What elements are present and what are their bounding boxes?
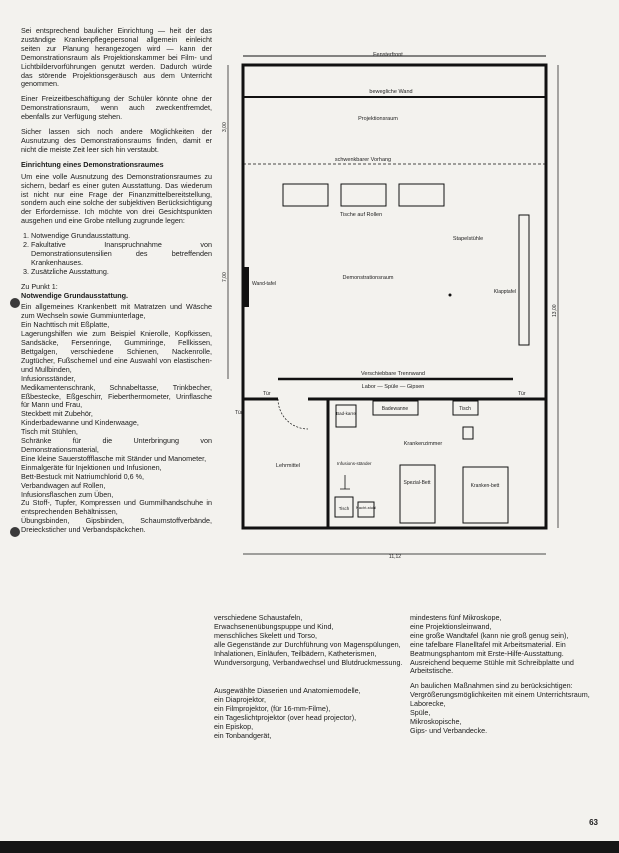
list-item: Inhalationen, Einläufen, Teilbädern, Katheterismen, Wundversorgung, Verbandwechsel und Blutdruckmessung. (214, 648, 403, 667)
binder-hole (10, 298, 20, 308)
list-item: eine große Wandtafel (kann nie groß genug sein), (410, 630, 569, 640)
list-item: Ein Nachttisch mit Eßplatte, (21, 320, 110, 330)
media-list (214, 687, 404, 740)
stacking-chairs-strip (519, 215, 529, 345)
sick-bed (463, 467, 508, 523)
dim-top: 3,00 (222, 122, 228, 132)
list-item: ein Episkop, (214, 722, 254, 732)
label-bed-chair: Nacht-stuhl (355, 505, 377, 510)
label-curtain: schwenkbarer Vorhang (334, 157, 392, 163)
list-item: Einmalgeräte für Injektionen und Infusionen, (21, 462, 162, 472)
list-item: Ein allgemeines Krankenbett mit Matratzen und Wäsche zum Wechseln sowie Gummiunterlage, (21, 302, 212, 321)
label-special-bed: Spezial-Bett (403, 480, 431, 486)
list-item: Vergrößerungsmöglichkeiten mit einem Unterrichtsraum, (410, 690, 590, 700)
list-item: Übungsbinden, Gipsbinden, Schaumstoffverbände, Dreiecksticher und Verbandspäckchen. (21, 516, 212, 535)
label-sick-bed: Kranken-bett (470, 483, 500, 489)
list-item: Ausreichend bequeme Stühle mit Schreibplatte und Arbeitstische. (410, 657, 574, 676)
list-item: Eine kleine Sauerstoffflasche mit Ständer und Manometer, (21, 453, 207, 463)
label-teacher-room: Lehrmittel (275, 463, 301, 469)
teaching-aids-list (214, 614, 404, 667)
dim-bottom: 11,12 (388, 554, 402, 560)
list-item: 1. Notwendige Grundausstattung. (31, 232, 212, 241)
intro-paragraph-2: Einer Freizeitbeschäftigung der Schüler könnte ohne der Demonstrationsraum, wenn auch zweckentfremdet, ebenfalls zur Verfügung stehen. (21, 94, 212, 122)
label-bathtub: Badewanne (381, 406, 409, 412)
list-item: mindestens fünf Mikroskope, (410, 613, 502, 622)
label-door-left: Tür (263, 391, 271, 397)
section-heading-basic: Notwendige Grundausstattung. (21, 290, 129, 300)
equipment-items (21, 303, 212, 535)
label-nightstand: Tisch (338, 506, 350, 511)
list-item: ein Diaprojektor, (214, 695, 266, 705)
list-item: ein Tageslichtprojektor (over head projector), (214, 713, 357, 723)
label-tables: Tische auf Rollen (339, 212, 383, 218)
label-infusion-stand: Infusions-ständer (337, 461, 372, 466)
list-item: Mikroskopische, (410, 716, 462, 726)
label-projection-room: Projektionsraum (358, 116, 398, 122)
wall-board-left (243, 267, 249, 307)
outer-wall (243, 65, 546, 528)
list-item: verschiedene Schaustafeln, (214, 613, 303, 622)
label-board-right: Klapptafel (493, 289, 516, 295)
page-number: 63 (589, 818, 598, 827)
list-item: Spüle, (410, 708, 431, 718)
list-item: eine tafelbare Flanelltafel mit Arbeitsmaterial. Ein Beatmungsphantom mit Erste-Hilfe-Ausstattung. (410, 639, 566, 658)
list-item: 2. Fakultative Inanspruchnahme von Demonstrationsutensilien des betreffenden Krankenhauses. (31, 241, 212, 268)
scan-edge (0, 841, 619, 853)
point-label: Zu Punkt 1: (21, 281, 58, 291)
marker-dot (449, 294, 452, 297)
list-item: ein Filmprojektor, (für 16-mm-Filme), (214, 704, 331, 714)
building-intro: An baulichen Maßnahmen sind zu berücksichtigen: (410, 681, 573, 691)
label-bed-cart: Bad-karre (336, 411, 356, 416)
additional-equipment-list (410, 614, 598, 676)
list-item: Erwachsenenübungspuppe und Kind, (214, 621, 334, 631)
label-door-bottom: Tür (235, 410, 243, 416)
door-swing (278, 399, 308, 429)
list-item: Bett-Bestuck mit Natriumchlorid 0,6 %, (21, 471, 145, 481)
list-item: Schränke für die Unterbringung von Demonstrationsmaterial, (21, 436, 212, 454)
table-1 (283, 184, 328, 206)
chair-box (463, 427, 473, 439)
equipment-category-list (21, 232, 212, 277)
binder-hole (10, 527, 20, 537)
list-item: eine Projektionsleinwand, (410, 621, 492, 631)
list-item: Verbandwagen auf Rollen, (21, 480, 106, 490)
label-movable-wall: bewegliche Wand (369, 89, 413, 95)
list-item: 3. Zusätzliche Ausstattung. (31, 268, 212, 277)
label-partition: Verschiebbare Trennwand (361, 371, 425, 377)
list-item: Zu Stoff-, Tupfer, Kompressen und Gummilhandschuhe in entsprechenden Behältnissen, (21, 498, 212, 517)
floor-plan-diagram (213, 27, 605, 567)
list-item: Gips- und Verbandecke. (410, 725, 488, 735)
list-item: ein Tonbandgerät, (214, 730, 272, 740)
list-item: Tisch mit Stühlen, (21, 427, 78, 437)
label-sick-room: Krankenzimmer (403, 441, 443, 447)
building-measures-list (410, 691, 598, 736)
table-3 (399, 184, 444, 206)
list-item: Kinderbadewanne und Kinderwaage, (21, 418, 139, 428)
right-text-column (410, 614, 598, 736)
dim-right: 13,00 (552, 304, 558, 317)
intro-paragraph-1: Sei entsprechend baulicher Einrichtung — heit der das zuständige Krankenpflegepersonal allgemein einleicht seiten zur Planung herangezogen wird — kann der Demonstrationsraum als Projektionskammer bei Film- und Lichtbildervorführungen genutzt werden. Dadurch würde das störende Projektionsgeräusch aus dem Unterricht genommen. (21, 26, 212, 89)
list-item: Steckbett mit Zubehör, (21, 409, 93, 419)
middle-text-column (214, 614, 404, 741)
equipment-paragraph: Um eine volle Ausnutzung des Demonstrationsraumes zu sichern, bedarf es einer guten Ausstattung. Das wiederum ist nicht nur eine Frage der Finanzmittelbereitstellung, sondern auch eine solche der subjektiven Berücksichtigung der Erfordernisse. Ich möchte von drei Gesichtspunkten ausgehen und eine Grobe ntellung zugrunde legen: (21, 171, 212, 226)
list-item: Medikamentenschrank, Schnabeltasse, Trinkbecher, Eßbestecke, Eßgeschirr, Fieberthermometer, Urinflasche für Mann und Frau, (21, 382, 212, 410)
label-board-left: Wand-tafel (252, 281, 276, 287)
table-2 (341, 184, 386, 206)
label-door-right: Tür (518, 391, 526, 397)
section-heading-equipment: Einrichtung eines Demonstrationsraumes (21, 159, 164, 169)
label-window: Fensterfront (373, 52, 403, 58)
label-chairs: Stapelstühle (452, 236, 484, 242)
list-item: Infusionsständer, (21, 373, 76, 383)
bed-cart (336, 405, 356, 427)
intro-paragraph-3: Sicher lassen sich noch andere Möglichkeiten der Ausnutzung des Demonstrationsraums finden, damit er nicht die meiste Zeit leer sich hin verstaubt. (21, 127, 212, 154)
special-bed (400, 465, 435, 523)
list-item: Infusionsflaschen zum Üben, (21, 489, 114, 499)
label-demo-room: Demonstrationsraum (342, 275, 394, 281)
list-item: Lagerungshilfen wie zum Beispiel Knierolle, Kopfkissen, Sandsäcke, Fersenringe, Gummiringe, Fellkissen, Bettgalgen, verschiedene Schienen, Nackenrolle, Zugtücher, Fußschemel und eine Auswahl von elastischen- und Mullbinden, (21, 329, 212, 374)
infusion-stand-symbol (340, 475, 350, 489)
dim-mid: 7,00 (222, 272, 228, 282)
left-text-column (21, 27, 212, 535)
list-item: alle Gegenstände zur Durchführung von Magenspülungen, (214, 639, 401, 649)
list-item: Ausgewählte Diaserien und Anatomiemodelle, (214, 686, 361, 696)
list-item: menschliches Skelett und Torso, (214, 630, 317, 640)
label-lab-strip: Labor — Spüle — Gipsen (361, 384, 425, 390)
list-item: Laborecke, (410, 699, 446, 709)
label-small-table: Tisch (459, 406, 471, 412)
